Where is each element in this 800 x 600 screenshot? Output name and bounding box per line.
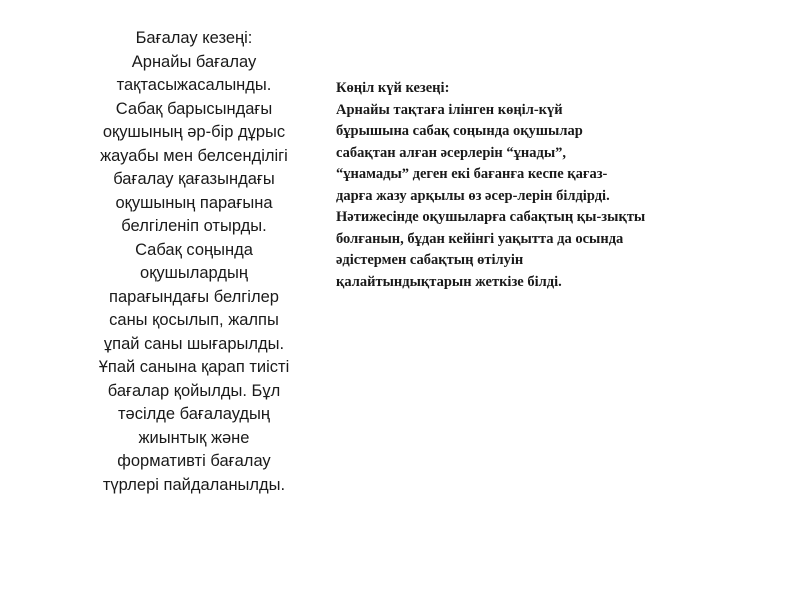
text-line: Сабақ соңында (135, 240, 253, 259)
text-line: Ұпай санына қарап тиісті (98, 358, 290, 376)
text-line: сабақтан алған әсерлерін “ұнады”, (336, 144, 567, 161)
text-line: парағындағы белгілер (109, 287, 279, 306)
text-line: оқушының парағына (115, 193, 273, 212)
text-line: қалайтындықтарын жеткізе білді. (336, 273, 562, 290)
text-line: бұрышына сабақ соңында оқушылар (336, 123, 583, 139)
text-line: Бағалау кезеңі: (135, 29, 253, 47)
text-line: ұпай саны шығарылды. (103, 334, 285, 353)
text-line: түрлері пайдаланылды. (102, 475, 286, 494)
text-line: тақтасыжасалынды. (116, 76, 272, 94)
text-line: бағалау қағазындағы (113, 170, 275, 188)
text-line: Көңіл күй кезеңі: (336, 80, 450, 96)
text-line: әдістермен сабақтың өтілуін (336, 252, 524, 268)
text-line: бағалар қойылды. Бұл (107, 381, 281, 400)
text-line: белгіленіп отырды. (121, 217, 267, 235)
text-line: дарға жазу арқылы өз әсер-лерін білдірді. (336, 187, 610, 204)
text-line: оқушылардың (140, 264, 248, 282)
text-line: оқушының әр-бір дұрыс (102, 123, 286, 141)
mood-stage-text (336, 78, 736, 293)
text-line: Арнайы бағалау (131, 52, 257, 71)
text-line: болғанын, бұдан кейінгі уақытта да осында (336, 230, 624, 247)
text-line: Арнайы тақтаға ілінген көңіл-күй (336, 101, 563, 118)
text-line: жауабы мен белсенділігі (100, 146, 288, 165)
text-line: “ұнамады” деген екі бағанға кеспе қағаз- (336, 166, 608, 182)
text-line: Нәтижесінде оқушыларға сабақтың қы-зықты (336, 209, 646, 225)
text-line: формативті бағалау (117, 452, 271, 470)
text-line: жиынтық және (138, 428, 250, 447)
text-line: тәсілде бағалаудың (117, 405, 271, 423)
text-line: саны қосылып, жалпы (109, 311, 279, 329)
text-line: Сабақ барысындағы (115, 99, 273, 118)
assessment-stage-text (74, 27, 314, 497)
